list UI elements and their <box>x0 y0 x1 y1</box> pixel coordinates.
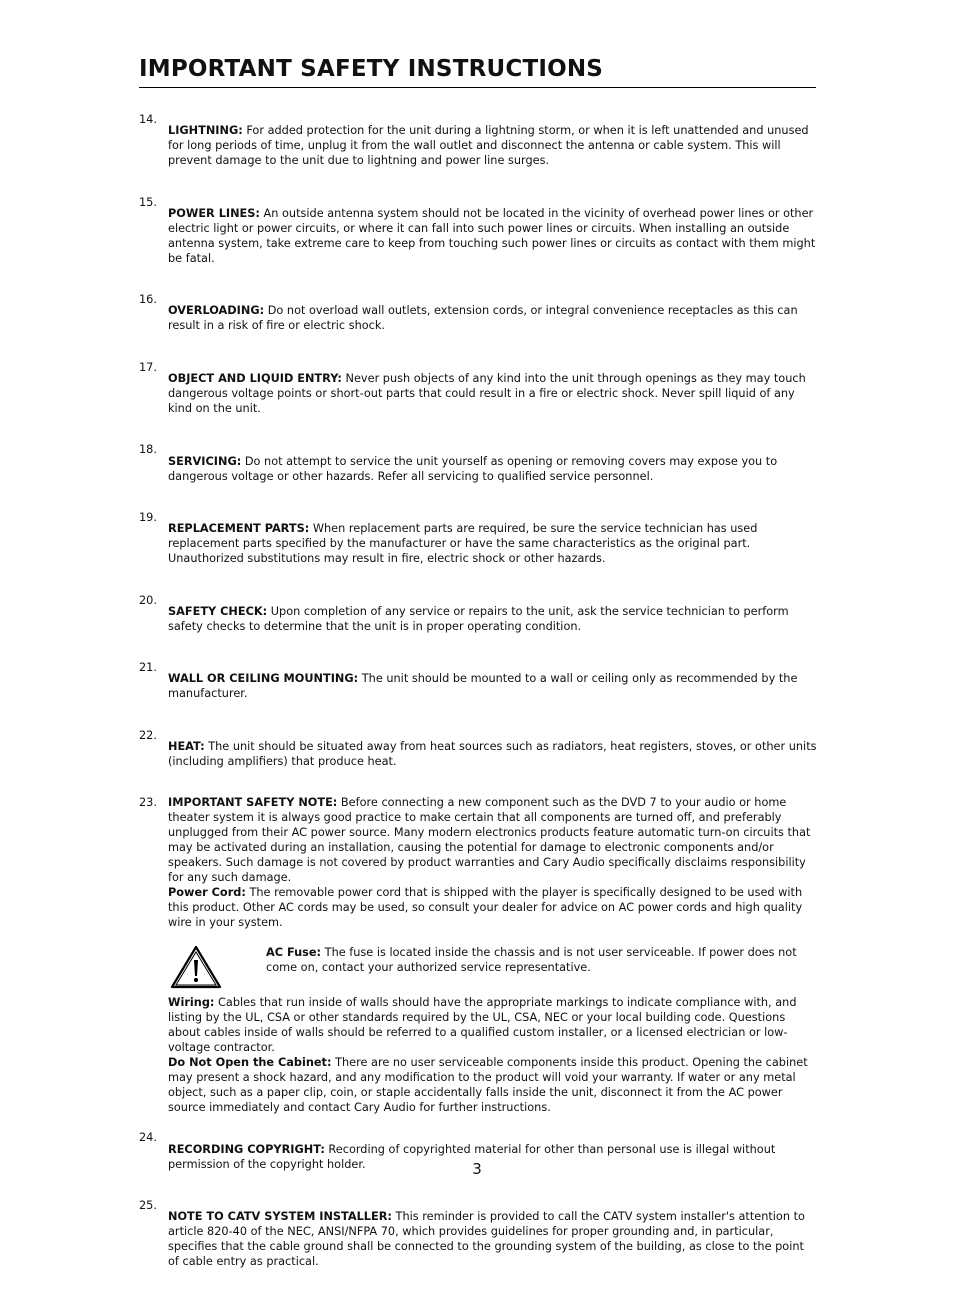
wiring-label: Wiring: <box>168 996 215 1010</box>
item-number: 20. <box>139 593 157 607</box>
item-number: 17. <box>139 360 157 374</box>
list-item <box>139 660 817 713</box>
item-body <box>168 521 817 566</box>
item-label: IMPORTANT SAFETY NOTE: <box>168 796 338 810</box>
list-item <box>139 795 817 1115</box>
item-text: Never push objects of any kind into the unit through openings as they may touch dangerous voltage points or short-out parts that could result in a fire or electric shock. Never spill liquid of any kind on the unit. <box>168 372 806 416</box>
cabinet-label: Do Not Open the Cabinet: <box>168 1056 332 1070</box>
instructions-list <box>139 112 817 1296</box>
item-body <box>168 1209 817 1269</box>
wiring-paragraph <box>168 995 817 1055</box>
item-body <box>168 454 817 484</box>
item-label: REPLACEMENT PARTS: <box>168 522 310 536</box>
power-cord-text: The removable power cord that is shipped with the player is specifically designed to be used with this product. Other AC cords may be used, so consult your dealer for advice on AC power cords and high quality wire in your system. <box>168 886 803 930</box>
page-number: 3 <box>472 1160 482 1178</box>
item-number: 24. <box>139 1131 157 1145</box>
item-text: The unit should be situated away from heat sources such as radiators, heat registers, stoves, or other units (including amplifiers) that produce heat. <box>168 740 817 769</box>
item-number: 21. <box>139 661 157 675</box>
item-number: 22. <box>139 728 157 742</box>
ac-fuse-label: AC Fuse: <box>266 946 322 960</box>
item-text: Do not overload wall outlets, extension cords, or integral convenience receptacles as this can result in a risk of fire or electric shock. <box>168 304 798 333</box>
item-number: 19. <box>139 510 157 524</box>
item-body <box>168 206 817 266</box>
item-body <box>168 604 817 634</box>
list-item <box>139 728 817 781</box>
item-text: Before connecting a new component such as the DVD 7 to your audio or home theater system it is always good practice to make certain that all components are turned off, and preferably unplugged from their AC power source. Many modern electronics products feature automatic turn-on circuits that may be activated during an installation, causing the potential for damage to electronic components and/or speakers. Such damage is not covered by product warranties and Cary Audio specifically disclaims responsibility for any such damage. <box>168 796 811 885</box>
item-number: 25. <box>139 1198 157 1212</box>
wiring-text: Cables that run inside of walls should have the appropriate markings to indicate compliance with, and listing by the UL, CSA or other standards required by the UL, CSA, NEC or your local building code. Questions about cables inside of walls should be referred to a qualified custom installer, or a licensed electrician or low-voltage contractor. <box>168 996 797 1055</box>
item-number: 23. <box>139 796 157 810</box>
list-item <box>139 593 817 646</box>
list-item <box>139 1198 817 1281</box>
item-label: OVERLOADING: <box>168 304 265 318</box>
item-label: NOTE TO CATV SYSTEM INSTALLER: <box>168 1210 392 1224</box>
item-body <box>168 123 817 168</box>
item-number: 14. <box>139 113 157 126</box>
item-text: The unit should be mounted to a wall or ceiling only as recommended by the manufacturer. <box>168 672 798 701</box>
item-label: HEAT: <box>168 740 205 754</box>
item-body <box>168 371 817 416</box>
list-item <box>139 292 817 345</box>
item-text: When replacement parts are required, be sure the service technician has used replacement parts specified by the manufacturer or have the same characteristics as the original part. Unauthorized substitutions may result in fire, electric shock or other hazards. <box>168 522 758 566</box>
item-label: LIGHTNING: <box>168 124 243 138</box>
item-label: SAFETY CHECK: <box>168 604 268 618</box>
item-label: WALL OR CEILING MOUNTING: <box>168 672 359 686</box>
ac-fuse-paragraph <box>266 945 817 993</box>
list-item <box>139 195 817 278</box>
item-number: 18. <box>139 443 157 457</box>
item-label: SERVICING: <box>168 454 242 468</box>
list-item <box>139 510 817 578</box>
item-body <box>168 671 817 701</box>
item-text: For added protection for the unit during a lightning storm, or when it is left unattended and unused for long periods of time, unplug it from the wall outlet and disconnect the antenna or cable system. This will prevent damage to the unit due to lightning and power line surges. <box>168 124 809 168</box>
item-label: POWER LINES: <box>168 206 260 220</box>
ac-fuse-text: The fuse is located inside the chassis and is not user serviceable. If power does not come on, contact your authorized service representative. <box>266 946 797 975</box>
item-text: Do not attempt to service the unit yourself as opening or removing covers may expose you to dangerous voltage or other hazards. Refer all servicing to qualified service personnel. <box>168 454 778 483</box>
item-number: 16. <box>139 293 157 307</box>
ac-fuse-block <box>168 945 817 993</box>
list-item <box>139 360 817 428</box>
item-body <box>168 303 817 333</box>
cabinet-text: There are no user serviceable components inside this product. Opening the cabinet may present a shock hazard, and any modification to the product will void your warranty. If water or any metal object, such as a paper clip, coin, or staple accidentally falls inside the unit, disconnect it from the AC power source immediately and contact Cary Audio for further instructions. <box>168 1056 808 1115</box>
item-text: An outside antenna system should not be located in the vicinity of overhead power lines or other electric light or power circuits, or where it can fall into such power lines or circuits. When installing an outside antenna system, take extreme care to keep from touching such power lines or circuits as contact with them might be fatal. <box>168 206 816 265</box>
power-cord-label: Power Cord: <box>168 886 246 900</box>
item-label: RECORDING COPYRIGHT: <box>168 1142 325 1156</box>
warning-triangle-icon <box>168 945 266 993</box>
item-number: 15. <box>139 195 157 209</box>
list-item <box>139 112 817 180</box>
item-text: Upon completion of any service or repairs to the unit, ask the service technician to perform safety checks to determine that the unit is in proper operating condition. <box>168 604 789 633</box>
item-body <box>168 795 817 1115</box>
safety-note-paragraph <box>168 795 817 885</box>
power-cord-paragraph <box>168 885 817 930</box>
item-body <box>168 739 817 769</box>
cabinet-paragraph <box>168 1055 817 1115</box>
page-title: IMPORTANT SAFETY INSTRUCTIONS <box>139 55 816 88</box>
list-item <box>139 442 817 495</box>
item-text: Recording of copyrighted material for other than personal use is illegal without permission of the copyright holder. <box>168 1142 776 1171</box>
item-label: OBJECT AND LIQUID ENTRY: <box>168 372 342 386</box>
item-text: This reminder is provided to call the CATV system installer's attention to article 820-40 of the NEC, ANSI/NFPA 70, which provides guidelines for proper grounding and, in particular, specifies that the cable ground shall be connected to the grounding system of the building, as close to the point of cable entry as practical. <box>168 1210 805 1269</box>
